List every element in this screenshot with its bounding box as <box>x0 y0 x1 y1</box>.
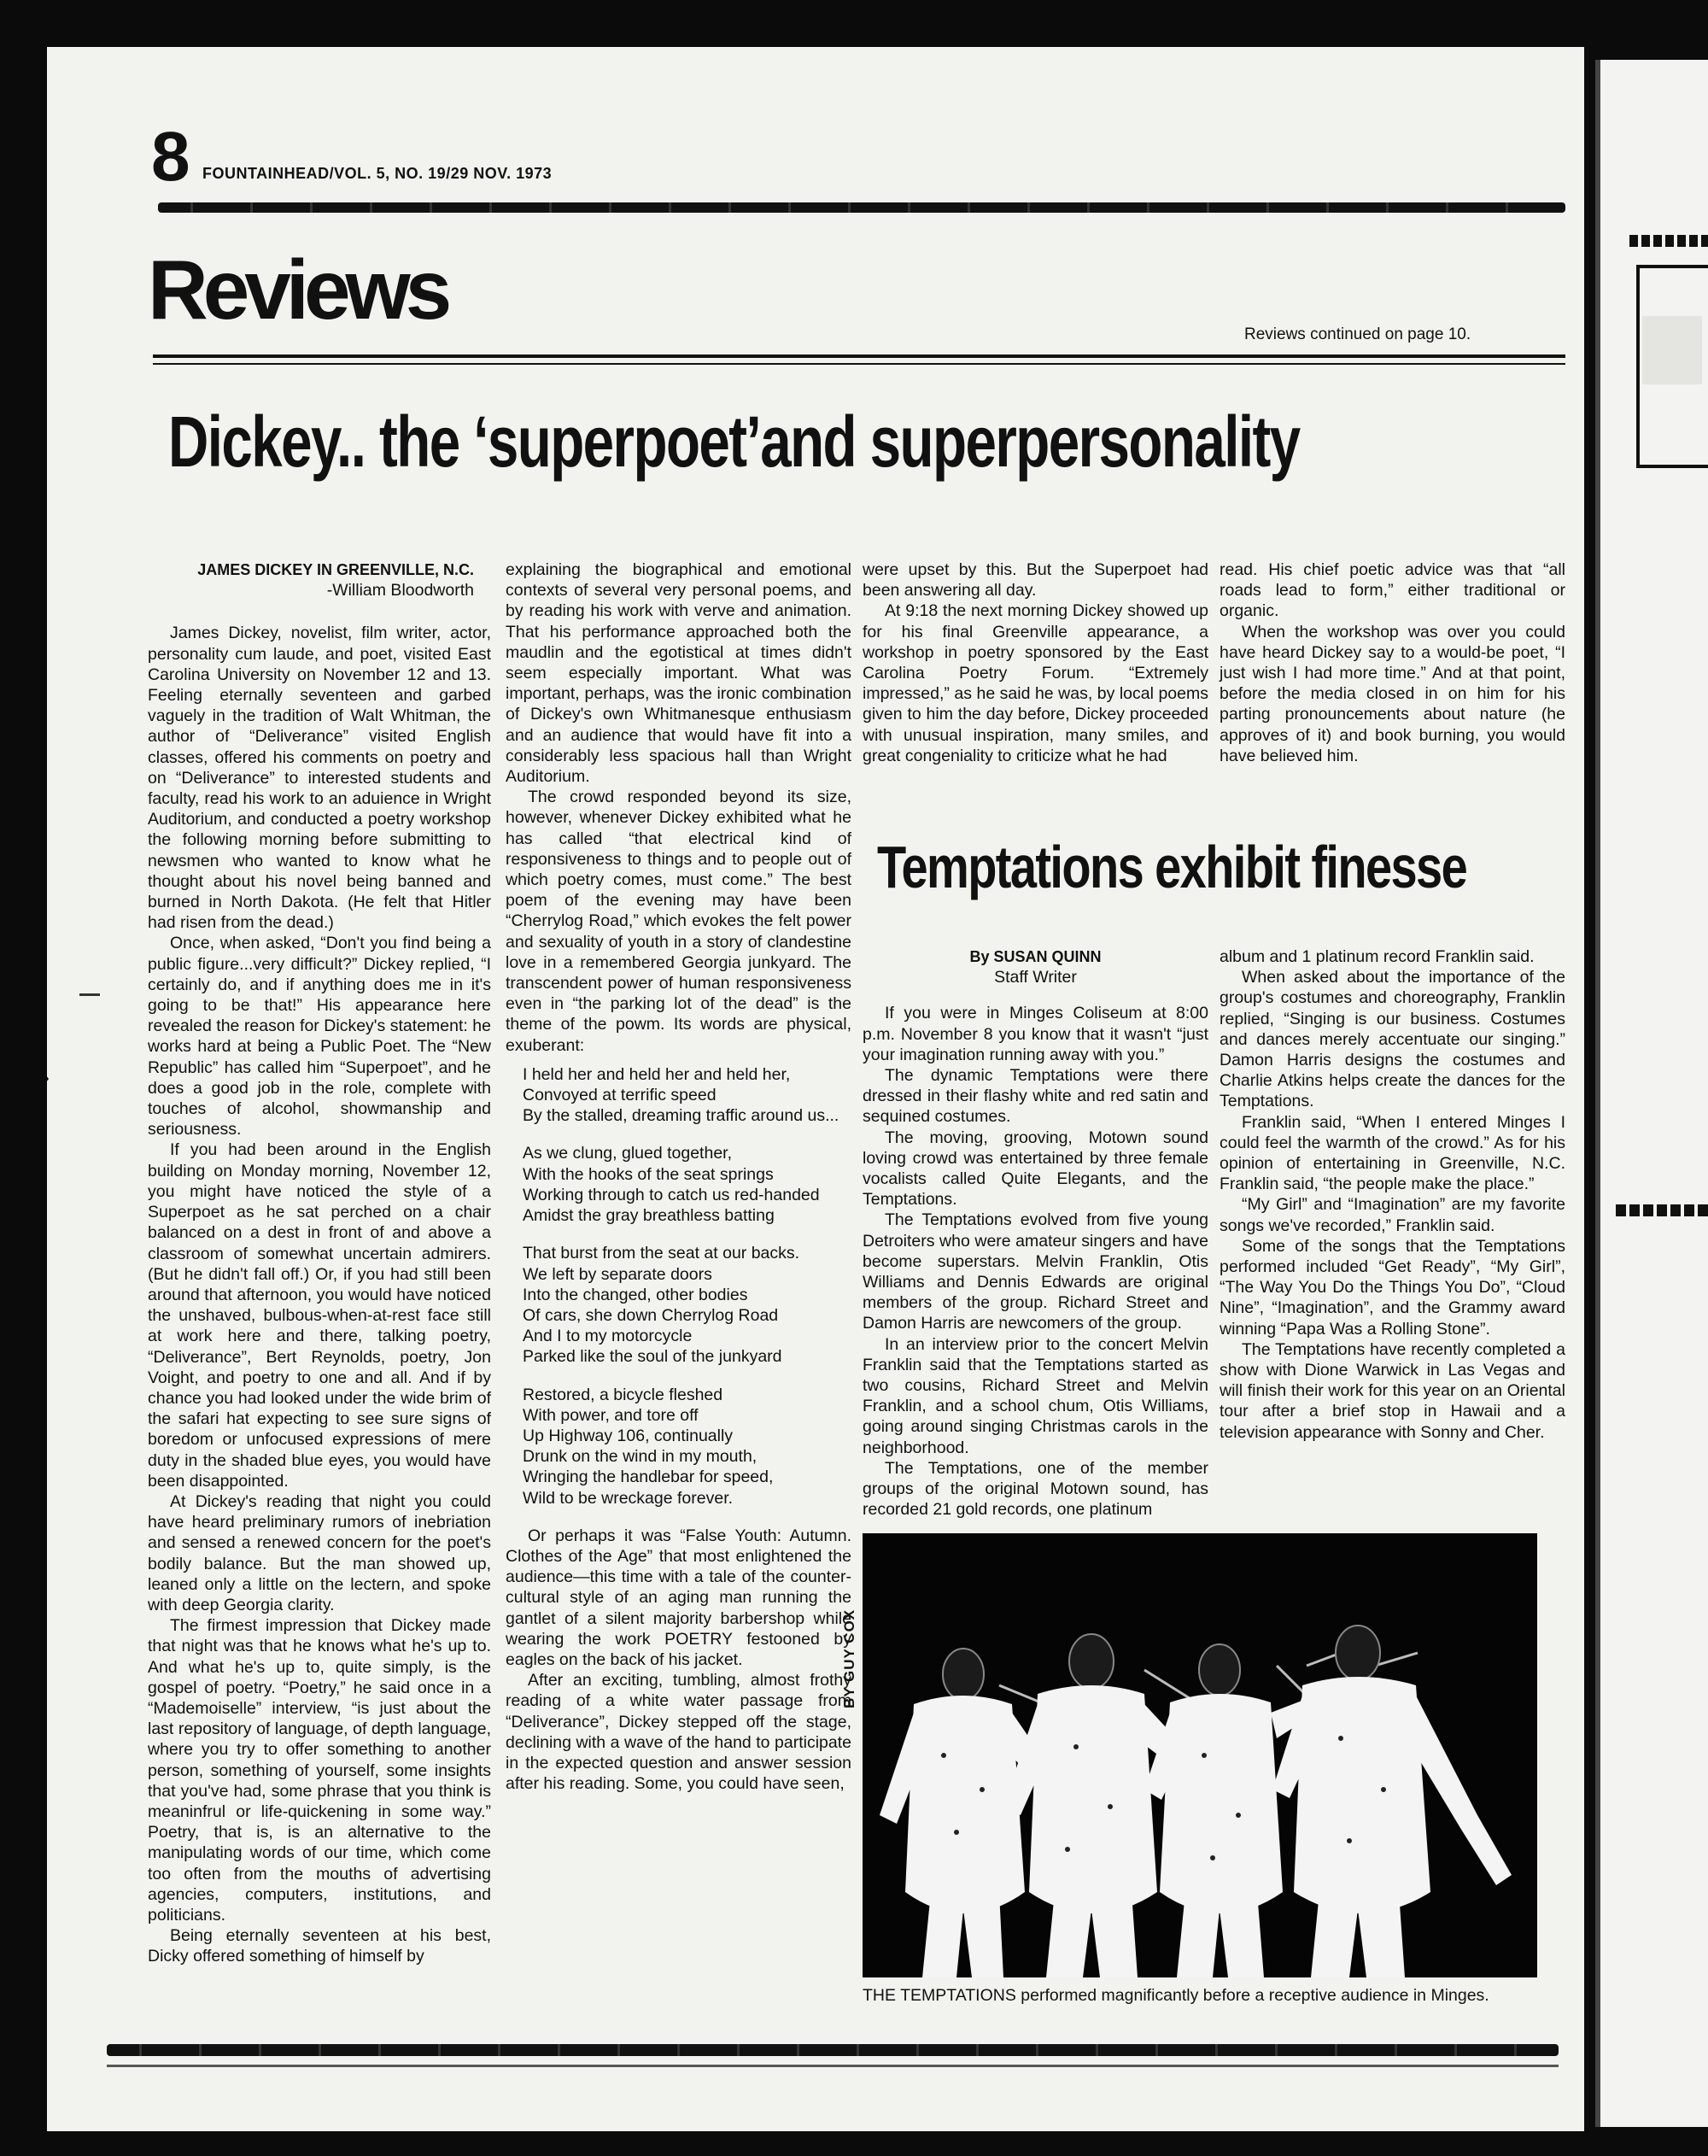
article-paragraph: The crowd responded beyond its size, however, whenever Dickey exhibited what he has called “that electrical kind of responsiveness to things and to people out of which poetry comes, must come.” The best poem of the evening may have been “Cherrylog Road,” which evokes the felt power and sexuality of youth in a story of clandestine love in a remembered Georgia junkyard. The transcendent power of human responsiveness even in “the parking lot of the dead” is the theme of the powm. Its words are physical, exuberant: <box>506 788 851 1055</box>
margin-mark <box>79 993 100 996</box>
article-paragraph: “My Girl” and “Imagination” are my favorite songs we've recorded,” Franklin said. <box>1220 1195 1565 1235</box>
article-paragraph: The moving, grooving, Motown sound loving crowd was entertained by three female vocalists called Quite Elegants, and the Temptations. <box>863 1128 1208 1210</box>
facing-page-rule <box>1629 235 1708 247</box>
poem-line: Wringing the handlebar for speed, <box>523 1468 774 1487</box>
cherrylog-road-excerpt <box>523 1064 851 1509</box>
poem-line: That burst from the seat at our backs. <box>523 1244 800 1263</box>
poem-line: Into the changed, other bodies <box>523 1285 748 1304</box>
poem-line: Working through to catch us red-handed <box>523 1185 820 1204</box>
article-paragraph: Or perhaps it was “False Youth: Autumn. Clothes of the Age” that most enlightened the audience—this time with a tale of the counter-cultural style of an aging man running the gantlet of a silent majority barbershop while wearing the work POETRY festooned by eagles on the back of his jacket. <box>506 1526 851 1669</box>
poem-line: Up Highway 106, continually <box>523 1426 734 1445</box>
poem-stanza <box>523 1143 851 1226</box>
temptations-photo <box>863 1533 1537 1977</box>
article-paragraph: If you had been around in the English building on Monday morning, November 12, you might have noticed the style of a Superpoet as he sat perched on a chair balanced on a dest in front of and above a classroom of somewhat uncertain admirers. (But he didn't fall off.) Or, if you had still been around that afternoon, you would have noticed the unshaved, bulbous-when-at-rest face still at work here and there, talking poetry, “Deliverance”, Bert Reynolds, poetry, Jon Voight, and poetry to one and all. And if by chance you had looked under the wide brim of the safari hat expecting to see sure signs of boredom or unfocused expressions of mere duty in the shaded blue eyes, you would have been disappointed. <box>148 1140 491 1491</box>
poem-line: We left by separate doors <box>523 1264 712 1284</box>
section-rule-bottom <box>153 363 1565 365</box>
publication-line: FOUNTAINHEAD/VOL. 5, NO. 19/29 NOV. 1973 <box>202 165 553 182</box>
facing-page-box <box>1636 265 1708 468</box>
page-gutter <box>1595 60 1600 2127</box>
article-paragraph: explaining the biographical and emotional contexts of several very personal poems, and by reading his work with verve and animation. That his performance approached both the maudlin and the egotistical at times didn't seem especially important. What was important, perhaps, was the ironic combination of Dickey's own Whitmanesque enthusiasm and an audience that would have fit into a considerably less spacious hall than Wright Auditorium. <box>506 560 851 787</box>
poem-line: Parked like the soul of the junkyard <box>523 1347 782 1367</box>
article-paragraph: The Temptations have recently completed a show with Dione Warwick in Las Vegas and will finish their work for this year on an Oriental tour after a brief stop in Hawaii and a television appearance with Sonny and Cher. <box>1220 1339 1565 1442</box>
page-edge-notch <box>37 1063 49 1094</box>
dickey-column-4 <box>1220 560 1565 766</box>
poem-line: As we clung, glued together, <box>523 1144 732 1163</box>
poem-line: With power, and tore off <box>523 1405 699 1425</box>
article-paragraph: Once, when asked, “Don't you find being a public figure...very difficult?” Dickey replied, “I certainly do, and if anything does me in it's going to be that!” His appearance here revealed the reason for Dickey's statement: he works hard at being a Public Poet. The “New Republic” has called him “Superpoet”, and he does a good job in the role, complete with touches of alcohol, showmanship and seriousness. <box>148 934 491 1140</box>
singers-illustration <box>863 1533 1537 1977</box>
poem-line: Convoyed at terrific speed <box>523 1086 717 1105</box>
footer-rule <box>107 2044 1559 2056</box>
poem-line: Restored, a bicycle fleshed <box>523 1385 723 1404</box>
dickey-column-3 <box>863 560 1208 766</box>
article-paragraph: were upset by this. But the Superpoet had been answering all day. <box>863 560 1208 601</box>
temptations-column-1 <box>863 946 1208 1520</box>
poem-line: Of cars, she down Cherrylog Road <box>523 1305 779 1325</box>
dickey-byline-title: JAMES DICKEY IN GREENVILLE, N.C. <box>197 561 474 578</box>
article-paragraph: The firmest impression that Dickey made that night was that he knows what he's up to. And what he's up to, quite simply, is the gospel of poetry. “Poetry,” he said once in a “Mademoiselle” interview, “is just about the last repository of language, of depth language, where you try to offer something to another person, something of yourself, some insights that you've had, some phrase that you think is meaninfrul or life-quickening in some way.” Poetry, that is, is an alternative to the manipulating words of our time, which come too often from the mouths of advertising agencies, computers, institutions, and politicians. <box>148 1616 491 1925</box>
poem-line: And I to my motorcycle <box>523 1327 693 1346</box>
article-paragraph: The Temptations evolved from five young Detroiters who were amateur singers and have become superstars. Melvin Franklin, Otis Williams and Dennis Edwards are original members of the group. Richard Street and Damon Harris are newcomers of the group. <box>863 1210 1208 1333</box>
article-paragraph: Franklin said, “When I entered Minges I could feel the warmth of the crowd.” As for his opinion of entertaining in Greenville, N.C. Franklin said, “the people make the place.” <box>1220 1112 1565 1194</box>
dickey-column-1 <box>148 560 491 1967</box>
poem-stanza <box>523 1243 851 1367</box>
section-rule-top <box>153 354 1565 358</box>
article-paragraph: Being eternally seventeen at his best, Dicky offered something of himself by <box>148 1926 491 1966</box>
article-paragraph: The dynamic Temptations were there dressed in their flashy white and red satin and sequined costumes. <box>863 1066 1208 1127</box>
article-paragraph: At 9:18 the next morning Dickey showed up for his final Greenville appearance, a workshop in poetry sponsored by the East Carolina Poetry Forum. “Extremely impressed,” as he said he was, by local poems given to him the day before, Dickey proceeded with unusual inspiration, many smiles, and great congeniality to criticize what he had <box>863 601 1208 765</box>
footer-rule-thin <box>107 2065 1559 2067</box>
article-paragraph: When asked about the importance of the group's costumes and choreography, Franklin replied, “Singing is our business. Costumes and dances merely accentuate our singing.” Damon Harris designs the costumes and Charlie Atkins helps create the dances for the Temptations. <box>1220 968 1565 1111</box>
photo-credit: BY GUY COX <box>841 1608 857 1708</box>
photo-caption: THE TEMPTATIONS performed magnificantly before a receptive audience in Minges. <box>863 1986 1489 2005</box>
poem-line: Drunk on the wind in my mouth, <box>523 1447 757 1467</box>
article-paragraph: In an interview prior to the concert Melvin Franklin said that the Temptations started as two cousins, Richard Street and Melvin Franklin, and a school chum, Otis Williams, going around singing Christmas carols in the neighborhood. <box>863 1334 1208 1457</box>
facing-page-rule-lower <box>1616 1204 1708 1216</box>
article-paragraph: When the workshop was over you could have heard Dickey say to a would-be poet, “I just wish I had more time.” And at that point, before the media closed in on him for his parting pronouncements about nature (he approves of it) and book burning, you would have believed him. <box>1220 622 1565 765</box>
temptations-column-2 <box>1220 946 1565 1443</box>
article-paragraph: James Dickey, novelist, film writer, actor, personality cum laude, and poet, visited East Carolina University on November 12 and 13. Feeling eternally seventeen and garbed vaguely in the tradition of Walt Whitman, the author of “Deliverance” visited English classes, offered his comments on poetry and on “Deliverance” to interested students and faculty, read his work to an aduience in Wright Auditorium, and conducted a poetry workshop the following morning before submitting to newsmen who wanted to know what he thought about his novel being banned and burned in North Dakota. (He felt that Hitler had risen from the dead.) <box>148 624 491 933</box>
article-paragraph: After an exciting, tumbling, almost frothy reading of a white water passage from “Deliverance”, Dickey stepped off the stage, declining with a wave of the hand to participate in the expected question and answer session after his reading. Some, you could have seen, <box>506 1671 851 1794</box>
article-paragraph: album and 1 platinum record Franklin said. <box>1220 947 1535 966</box>
article-paragraph: If you were in Minges Coliseum at 8:00 p.m. November 8 you know that it wasn't “just your imagination running away with you.” <box>863 1004 1208 1064</box>
continued-note: Reviews continued on page 10. <box>1244 325 1471 343</box>
dickey-byline-author: -William Bloodworth <box>326 581 474 601</box>
dickey-headline: Dickey.. the ‘superpoet’and superpersonality <box>168 401 1300 482</box>
article-paragraph: The Temptations, one of the member groups of the original Motown sound, has recorded 21 gold records, one platinum <box>863 1458 1208 1520</box>
article-paragraph: At Dickey's reading that night you could have heard preliminary rumors of inebriation and sensed a renewed concern for the poet's bodily balance. But the man showed up, leaned only a little on the lectern, and spoke with deep Georgia clarity. <box>148 1491 491 1614</box>
temptations-byline-name: By SUSAN QUINN <box>969 948 1102 965</box>
poem-line: By the stalled, dreaming traffic around us... <box>523 1106 839 1126</box>
poem-line: Wild to be wreckage forever. <box>523 1488 734 1508</box>
newspaper-page <box>47 47 1584 2131</box>
page-number: 8 <box>151 118 189 196</box>
article-paragraph: read. His chief poetic advice was that “all roads lead to form,” either traditional or organic. <box>1220 560 1565 621</box>
poem-line: With the hooks of the seat springs <box>523 1164 774 1184</box>
poem-stanza <box>523 1064 851 1127</box>
temptations-byline-role: Staff Writer <box>994 968 1077 987</box>
poem-line: Amidst the gray breathless batting <box>523 1206 775 1226</box>
poem-stanza <box>523 1385 851 1509</box>
facing-page-edge <box>1595 60 1708 2127</box>
masthead-rule <box>158 202 1565 213</box>
poem-line: I held her and held her and held her, <box>523 1064 791 1084</box>
section-title: Reviews <box>148 243 447 337</box>
temptations-headline: Temptations exhibit finesse <box>877 834 1467 900</box>
dickey-column-2 <box>506 560 851 1794</box>
article-paragraph: Some of the songs that the Temptations performed included “Get Ready”, “My Girl”, “The Way You Do the Things You Do”, “Cloud Nine”, “Imagination”, and the Grammy award winning “Papa Was a Rolling Stone”. <box>1220 1236 1565 1339</box>
